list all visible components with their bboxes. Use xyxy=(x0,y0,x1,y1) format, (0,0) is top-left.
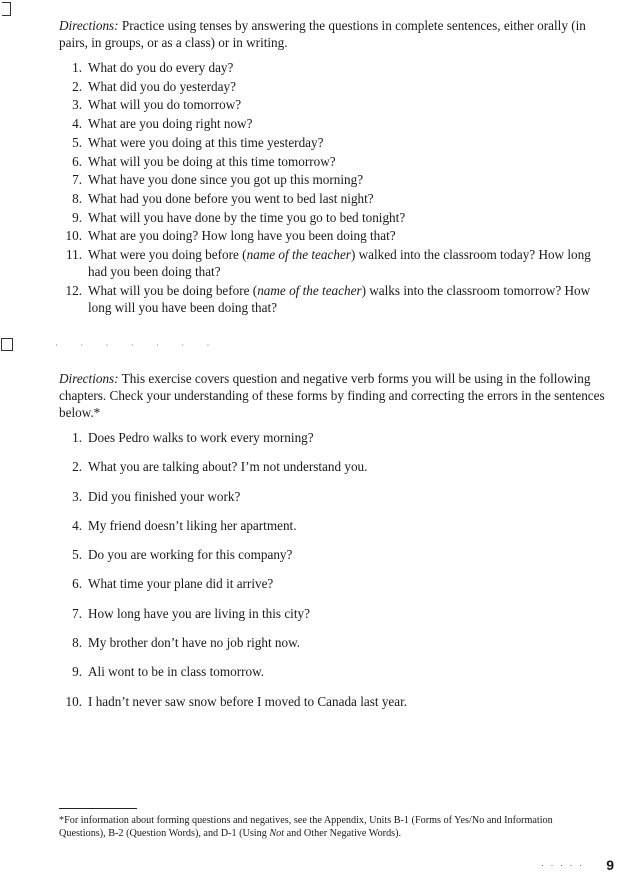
item-number: 7. xyxy=(72,605,82,621)
item-number: 10. xyxy=(65,228,82,244)
item-text: What will you do tomorrow? xyxy=(88,97,242,113)
item-text: I hadn’t never saw snow before I moved to Canada last year. xyxy=(88,693,408,709)
margin-checkbox-mark xyxy=(1,338,13,351)
list-item xyxy=(59,246,605,280)
footnote-italic-part: Not xyxy=(269,828,285,839)
item-number: 5. xyxy=(72,547,82,563)
scan-noise: · · · · · · · xyxy=(55,340,220,350)
item-text: What do you do every day? xyxy=(88,60,234,75)
list-item xyxy=(59,517,605,546)
item-text: What had you done before you went to bed last night? xyxy=(88,190,374,206)
list-item xyxy=(59,605,605,634)
item-text-part: ) walked into the classroom today? How long had you been doing that? xyxy=(88,247,591,280)
item-number: 2. xyxy=(72,78,82,94)
list-item xyxy=(59,134,605,153)
item-italic-part: name of the teacher xyxy=(257,282,362,298)
item-text: Do you are working for this company? xyxy=(88,547,293,563)
item-text: My brother don’t have no job right now. xyxy=(88,635,301,651)
item-number: 6. xyxy=(72,576,82,592)
item-number: 9. xyxy=(72,664,82,680)
item-number: 9. xyxy=(72,209,82,225)
item-text: Did you finished your work? xyxy=(88,488,241,504)
item-text xyxy=(82,246,605,280)
exercise1-question-list xyxy=(59,59,605,317)
footnote-text-part: *For information about forming questions and negatives, see the Appendix, Units B-1 (Forms of Yes/No and Information Questions), B-2 (Question Words), and D-1 (Using xyxy=(59,815,553,839)
item-number: 8. xyxy=(72,190,82,206)
exercise1-directions xyxy=(59,17,605,51)
list-item xyxy=(59,634,605,663)
list-item xyxy=(59,59,605,78)
list-item xyxy=(59,488,605,517)
item-text: Ali wont to be in class tomorrow. xyxy=(88,664,265,680)
item-text-part: What will you be doing before ( xyxy=(88,282,258,298)
item-number: 1. xyxy=(72,430,82,445)
page-number: 9 xyxy=(606,857,614,873)
item-text-part: What were you doing before ( xyxy=(88,247,247,263)
item-number: 3. xyxy=(72,488,82,504)
item-number: 10. xyxy=(65,693,82,709)
list-item xyxy=(59,115,605,134)
item-text: What are you doing right now? xyxy=(88,116,253,132)
directions-text: Practice using tenses by answering the questions in complete sentences, either orally (in pairs, in groups, or as a class) or in writing. xyxy=(59,18,586,50)
scan-noise-footer: · · · · · xyxy=(541,860,584,870)
item-text xyxy=(82,282,605,316)
item-number: 1. xyxy=(72,60,82,75)
footnote-rule xyxy=(59,808,137,809)
item-number: 5. xyxy=(72,134,82,150)
item-number: 6. xyxy=(72,153,82,169)
list-item xyxy=(59,227,605,246)
item-text: What have you done since you got up this morning? xyxy=(88,172,364,188)
list-item xyxy=(59,96,605,115)
item-text: Does Pedro walks to work every morning? xyxy=(88,430,314,445)
item-text: What will you have done by the time you go to bed tonight? xyxy=(88,209,406,225)
item-text: What did you do yesterday? xyxy=(88,78,236,94)
item-number: 11. xyxy=(66,247,82,263)
item-text: What you are talking about? I’m not understand you. xyxy=(88,459,368,475)
directions-label: Directions: xyxy=(59,18,119,33)
list-item xyxy=(59,663,605,692)
list-item xyxy=(59,153,605,172)
list-item xyxy=(59,575,605,604)
list-item xyxy=(59,429,605,458)
list-item xyxy=(59,190,605,209)
item-number: 4. xyxy=(72,116,82,132)
item-text: What time your plane did it arrive? xyxy=(88,576,274,592)
item-number: 2. xyxy=(72,459,82,475)
list-item xyxy=(59,458,605,487)
list-item xyxy=(59,282,605,316)
item-italic-part: name of the teacher xyxy=(246,247,351,263)
item-number: 4. xyxy=(72,517,82,533)
item-text: My friend doesn’t liking her apartment. xyxy=(88,517,297,533)
directions-text: This exercise covers question and negative verb forms you will be using in the following chapters. Check your understanding of these forms by finding and correcting the errors in the sentences below.* xyxy=(59,371,605,420)
footnote-text-part: and Other Negative Words). xyxy=(284,828,402,839)
item-text: How long have you are living in this city? xyxy=(88,605,310,621)
item-number: 7. xyxy=(72,172,82,188)
item-text: What are you doing? How long have you been doing that? xyxy=(88,228,396,244)
directions-label: Directions: xyxy=(59,371,119,386)
item-text: What were you doing at this time yesterday? xyxy=(88,134,324,150)
item-number: 3. xyxy=(72,97,82,113)
margin-bracket-mark xyxy=(2,2,11,16)
exercise2-sentence-list xyxy=(59,429,605,722)
list-item xyxy=(59,209,605,228)
item-text: What will you be doing at this time tomorrow? xyxy=(88,153,336,169)
list-item xyxy=(59,78,605,97)
footnote xyxy=(59,814,579,840)
item-number: 12. xyxy=(65,282,82,298)
list-item xyxy=(59,693,605,722)
item-number: 8. xyxy=(72,635,82,651)
exercise2-directions xyxy=(59,370,605,421)
list-item xyxy=(59,546,605,575)
item-text-part: ) walks into the classroom tomorrow? How long will you have been doing that? xyxy=(88,282,591,315)
list-item xyxy=(59,171,605,190)
